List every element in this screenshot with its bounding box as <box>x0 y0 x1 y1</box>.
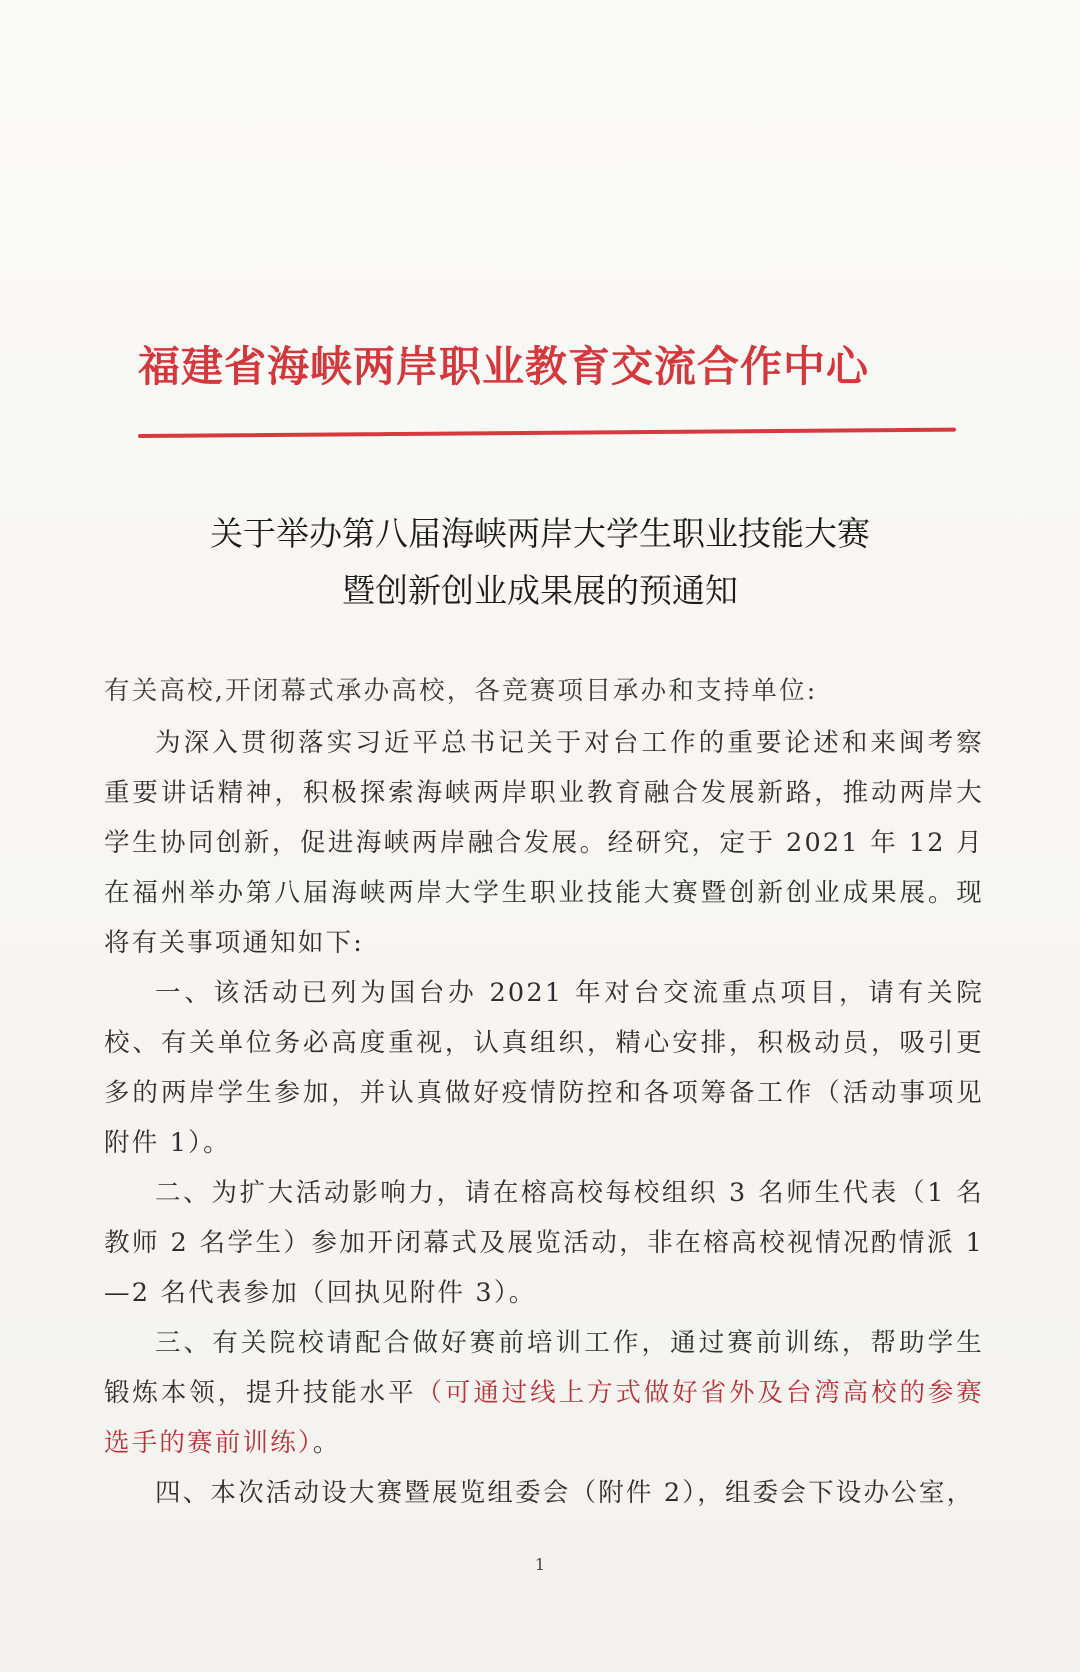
paragraph-item-1: 一、该活动已列为国台办 2021 年对台交流重点项目，请有关院校、有关单位务必高度重视，认真组织，精心安排，积极动员，吸引更多的两岸学生参加，并认真做好疫情防控和各项筹备工作（活动事项见附件 1）。 <box>104 978 984 1158</box>
paragraph-item-3 <box>104 1318 984 1468</box>
salutation: 有关高校,开闭幕式承办高校，各竞赛项目承办和支持单位: <box>104 676 818 706</box>
paragraph-item-4: 四、本次活动设大赛暨展览组委会（附件 2），组委会下设办公室， <box>155 1478 975 1508</box>
paragraph-item-3-tail: 。 <box>312 1428 341 1458</box>
document-title-line-1: 关于举办第八届海峡两岸大学生职业技能大赛 <box>210 514 870 553</box>
page-number: 1 <box>534 1555 546 1574</box>
document-title-line-2: 暨创新创业成果展的预通知 <box>342 571 738 610</box>
organization-header: 福建省海峡两岸职业教育交流合作中心 <box>138 342 870 391</box>
paragraph-item-3-text: 三、有关院校请配合做好赛前培训工作，通过赛前训练，帮助学生锻炼本领，提升技能水平 <box>104 1328 984 1408</box>
paragraph-item-2: 二、为扩大活动影响力，请在榕高校每校组织 3 名师生代表（1 名教师 2 名学生）参加开闭幕式及展览活动，非在榕高校视情况酌情派 1—2 名代表参加（回执见附件 3）。 <box>104 1178 984 1308</box>
body-paragraphs <box>104 718 984 1518</box>
paragraph-item-3-highlight: （可通过线上方式做好省外及台湾高校的参赛选手的赛前训练） <box>104 1378 984 1458</box>
paragraph-intro: 为深入贯彻落实习近平总书记关于对台工作的重要论述和来闽考察重要讲话精神，积极探索海峡两岸职业教育融合发展新路，推动两岸大学生协同创新，促进海峡两岸融合发展。经研究，定于 2021 年 12 月在福州举办第八届海峡两岸大学生职业技能大赛暨创新创业成果展。现将有关事项通知如下: <box>104 728 984 958</box>
red-divider-line <box>138 428 956 438</box>
